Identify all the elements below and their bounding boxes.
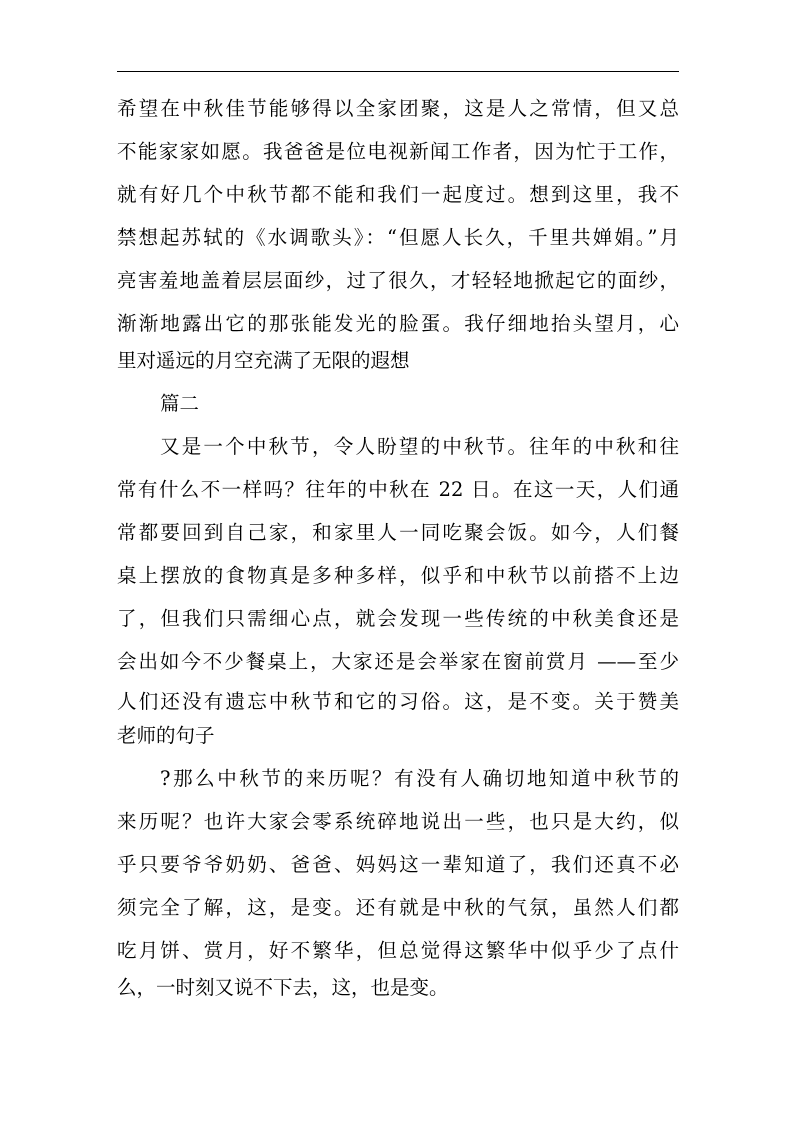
paragraph-1-line-3: 就有好几个中秋节都不能和我们一起度过。想到这里，我不 [117, 183, 679, 206]
header-divider [117, 71, 679, 72]
paragraph-3-line-3: 乎只要爷爷奶奶、爸爸、妈妈这一辈知道了，我们还真不必 [117, 853, 679, 876]
paragraph-2-line-2: 常有什么不一样吗？往年的中秋在 22 日。在这一天，人们通 [117, 478, 679, 501]
paragraph-1-line-1: 希望在中秋佳节能够得以全家团聚，这是人之常情，但又总 [117, 97, 679, 120]
paragraph-1-line-6: 渐渐地露出它的那张能发光的脸蛋。我仔细地抬头望月，心 [117, 312, 679, 335]
paragraph-2-line-5: 了，但我们只需细心点，就会发现一些传统的中秋美食还是 [117, 607, 679, 630]
paragraph-1-line-7: 里对遥远的月空充满了无限的遐想 [117, 349, 410, 372]
paragraph-3-line-6: 么，一时刻又说不下去，这，也是变。 [117, 976, 449, 999]
paragraph-2-line-7: 人们还没有遗忘中秋节和它的习俗。这，是不变。关于赞美 [117, 690, 679, 713]
paragraph-1-line-4: 禁想起苏轼的《水调歌头》：“但愿人长久，千里共婵娟。”月 [117, 226, 679, 249]
paragraph-2-line-3: 常都要回到自己家，和家里人一同吃聚会饭。如今，人们餐 [117, 521, 679, 544]
paragraph-1-line-2: 不能家家如愿。我爸爸是位电视新闻工作者，因为忙于工作， [117, 140, 679, 163]
paragraph-2-line-6: 会出如今不少餐桌上，大家还是会举家在窗前赏月 ——至少 [117, 650, 679, 673]
paragraph-3-line-5: 吃月饼、赏月，好不繁华，但总觉得这繁华中似乎少了点什 [117, 939, 679, 962]
paragraph-3-line-1: ?那么中秋节的来历呢？有没有人确切地知道中秋节的 [160, 767, 679, 790]
paragraph-3-line-2: 来历呢？也许大家会零系统碎地说出一些，也只是大约，似 [117, 810, 679, 833]
paragraph-2-line-4: 桌上摆放的食物真是多种多样，似乎和中秋节以前搭不上边 [117, 564, 679, 587]
paragraph-2-line-1: 又是一个中秋节，令人盼望的中秋节。往年的中秋和往 [160, 435, 679, 458]
paragraph-1-line-5: 亮害羞地盖着层层面纱，过了很久，才轻轻地掀起它的面纱， [117, 269, 679, 292]
section-heading: 篇二 [160, 392, 200, 415]
paragraph-3-line-4: 须完全了解，这，是变。还有就是中秋的气氛，虽然人们都 [117, 896, 679, 919]
paragraph-2-line-8: 老师的句子 [117, 724, 215, 747]
